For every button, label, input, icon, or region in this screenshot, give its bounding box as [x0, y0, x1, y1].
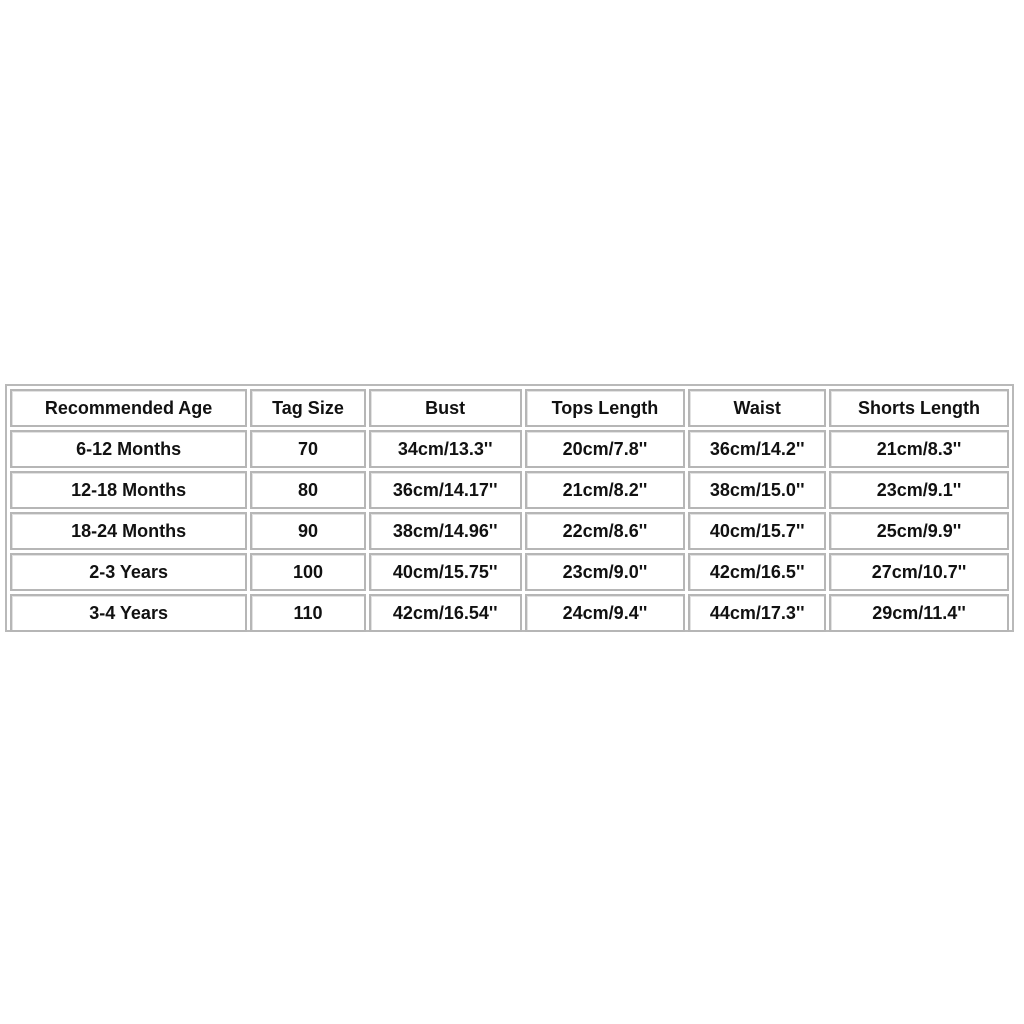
- header-tag-size: Tag Size: [250, 389, 366, 427]
- cell-shorts-length: 25cm/9.9'': [829, 512, 1009, 550]
- cell-tag-size: 90: [250, 512, 366, 550]
- cell-shorts-length: 29cm/11.4'': [829, 594, 1009, 632]
- cell-tops-length: 23cm/9.0'': [525, 553, 686, 591]
- cell-tops-length: 24cm/9.4'': [525, 594, 686, 632]
- table-row: [10, 471, 1009, 509]
- cell-recommended-age: 2-3 Years: [10, 553, 247, 591]
- table-row: [10, 512, 1009, 550]
- header-recommended-age: Recommended Age: [10, 389, 247, 427]
- table-row: [10, 430, 1009, 468]
- header-tops-length: Tops Length: [525, 389, 686, 427]
- table-row: [10, 594, 1009, 632]
- cell-waist: 36cm/14.2'': [688, 430, 826, 468]
- table-row: [10, 553, 1009, 591]
- cell-tag-size: 100: [250, 553, 366, 591]
- cell-recommended-age: 6-12 Months: [10, 430, 247, 468]
- cell-tag-size: 110: [250, 594, 366, 632]
- cell-recommended-age: 3-4 Years: [10, 594, 247, 632]
- cell-bust: 34cm/13.3'': [369, 430, 522, 468]
- cell-waist: 42cm/16.5'': [688, 553, 826, 591]
- cell-bust: 36cm/14.17'': [369, 471, 522, 509]
- header-shorts-length: Shorts Length: [829, 389, 1009, 427]
- cell-tops-length: 22cm/8.6'': [525, 512, 686, 550]
- cell-bust: 40cm/15.75'': [369, 553, 522, 591]
- cell-tops-length: 21cm/8.2'': [525, 471, 686, 509]
- size-chart: [5, 384, 1014, 632]
- header-row: [10, 389, 1009, 427]
- cell-shorts-length: 23cm/9.1'': [829, 471, 1009, 509]
- header-bust: Bust: [369, 389, 522, 427]
- cell-bust: 42cm/16.54'': [369, 594, 522, 632]
- cell-shorts-length: 27cm/10.7'': [829, 553, 1009, 591]
- cell-shorts-length: 21cm/8.3'': [829, 430, 1009, 468]
- cell-recommended-age: 12-18 Months: [10, 471, 247, 509]
- header-waist: Waist: [688, 389, 826, 427]
- cell-bust: 38cm/14.96'': [369, 512, 522, 550]
- cell-tops-length: 20cm/7.8'': [525, 430, 686, 468]
- size-chart-table: [7, 386, 1012, 635]
- cell-waist: 40cm/15.7'': [688, 512, 826, 550]
- cell-recommended-age: 18-24 Months: [10, 512, 247, 550]
- cell-waist: 44cm/17.3'': [688, 594, 826, 632]
- cell-tag-size: 80: [250, 471, 366, 509]
- cell-waist: 38cm/15.0'': [688, 471, 826, 509]
- cell-tag-size: 70: [250, 430, 366, 468]
